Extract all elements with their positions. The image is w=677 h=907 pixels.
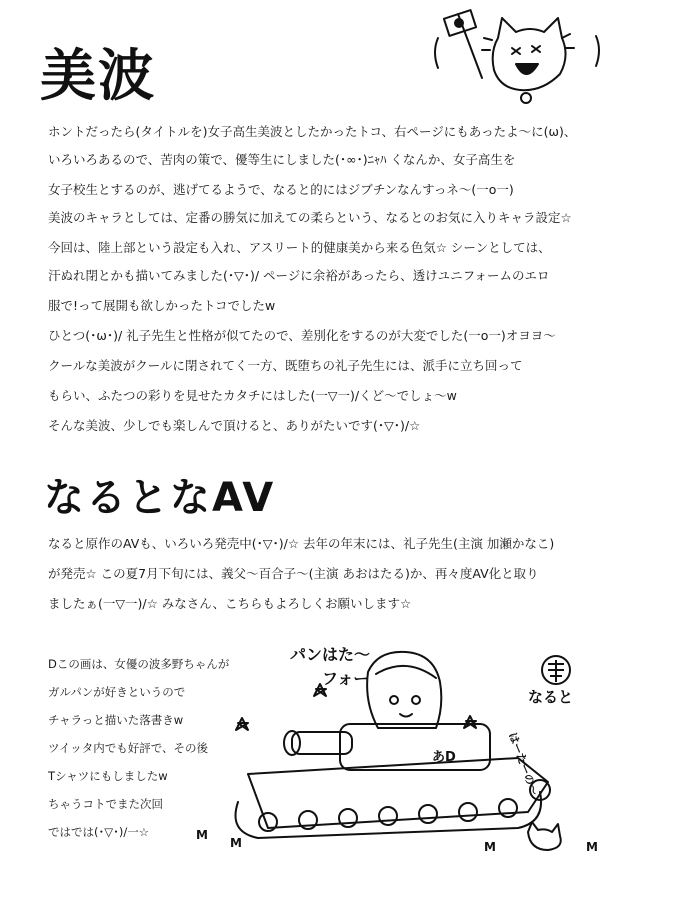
stamp-icon (536, 650, 576, 696)
note-line: ガルパンが好きというので (48, 685, 186, 699)
m-mark: M (586, 840, 598, 854)
note-line: ツイッタ内でも好評で、その後 (48, 741, 208, 755)
shout-text-2: フォー (322, 669, 370, 688)
m-mark: M (230, 836, 242, 850)
note-line: ちゃうコトでまた次回 (48, 797, 163, 811)
section1-line: クールな美波がクールに閉されてく一方、既堕ちの礼子先生には、派手に立ち回って (48, 358, 523, 373)
section1-line: 美波のキャラとしては、定番の勝気に加えての柔らという、なるとのお気に入りキャラ設定☆ (48, 210, 572, 225)
tank-mark-text: あD (432, 750, 456, 765)
section1-line: いろいろあるので、苦肉の策で、優等生にしました(･∞･)ﾆｬﾊ くなんか、女子高生を (48, 152, 516, 167)
section1-line: ホントだったら(タイトルを)女子高生美波としたかったトコ、右ページにもあったよ〜に(ω)、 (48, 124, 577, 139)
section1-line: そんな美波、少しでも楽しんで頂けると、ありがたいです(･▽･)/☆ (48, 418, 421, 433)
shout-text-1: パンはた〜 (290, 645, 371, 664)
section2-line: が発売☆ この夏7月下旬には、義父〜百合子〜(主演 あおはたる)か、再々度AV化と取り (48, 566, 539, 581)
cat-mascot-illustration (420, 8, 620, 108)
cat-face-icon (482, 18, 574, 103)
section1-line: もらい、ふたつの彩りを見せたカタチにはした(一▽一)/くど〜でしょ〜w (48, 388, 457, 403)
m-mark: M (196, 828, 208, 842)
m-mark: M (484, 840, 496, 854)
star-icon (464, 716, 476, 728)
note-line: Tシャツにもしましたw (48, 769, 168, 783)
side-shout-text: はーたーの〜 (505, 730, 541, 798)
note-line: Dこの画は、女優の波多野ちゃんが (48, 657, 230, 671)
flag-icon (444, 10, 482, 78)
section1-line: 今回は、陸上部という設定も入れ、アスリート的健康美から来る色気☆ シーンとしては、 (48, 240, 551, 255)
star-icon (236, 718, 248, 730)
signature-name: なると (528, 688, 574, 706)
section2-line: なると原作のAVも、いろいろ発売中(･▽･)/☆ 去年の年末には、礼子先生(主演 加瀬かなこ) (48, 536, 555, 551)
tank-illustration (228, 632, 588, 852)
section2-line: ましたぁ(一▽一)/☆ みなさん、こちらもよろしくお願いします☆ (48, 596, 412, 611)
section1-line: ひとつ(･ω･)/ 礼子先生と性格が似てたので、差別化をするのが大変でした(一ο一)オヨヨ〜 (48, 328, 556, 343)
section1-title: 美波 (40, 43, 156, 109)
girl-character-icon (367, 652, 441, 728)
section1-line: 服で!って展開も欲しかったトコでしたw (48, 298, 276, 313)
section1-line: 女子校生とするのが、逃げてるようで、なると的にはジブチンなんすっネ〜(一ο一) (48, 182, 514, 197)
note-line: ではでは(･▽･)/一☆ (48, 825, 150, 839)
section2-title: なるとなAV (44, 475, 276, 521)
section1-line: 汗ぬれ閉とかも描いてみました(･▽･)/ ページに余裕があったら、透けユニフォームのエロ (48, 268, 550, 283)
note-line: チャラっと描いた落書きw (48, 713, 184, 727)
